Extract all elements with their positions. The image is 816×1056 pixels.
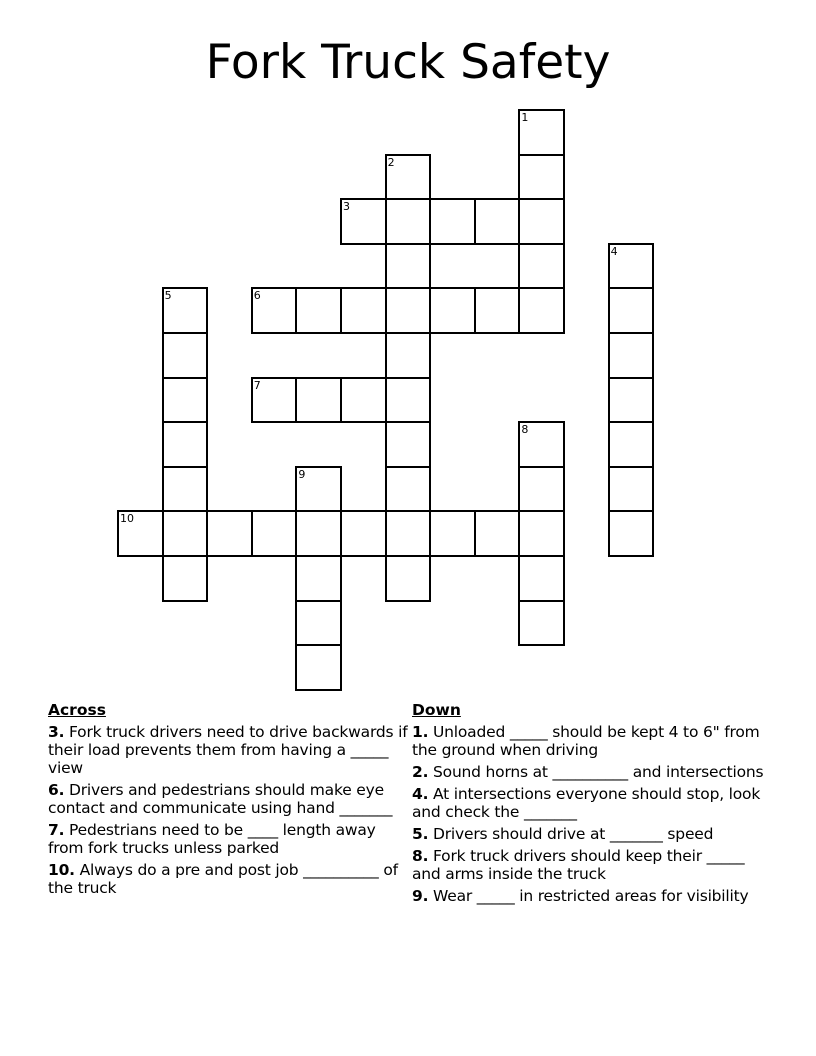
puzzle-title: Fork Truck Safety [205, 35, 611, 90]
grid-cell[interactable] [117, 510, 164, 557]
grid-cell[interactable] [518, 243, 565, 290]
clue-across-10 [48, 861, 408, 897]
clue-text: Drivers and pedestrians should make eye contact and communicate using hand _______ [48, 781, 393, 817]
grid-cell[interactable] [385, 287, 432, 334]
grid-cell[interactable] [251, 287, 298, 334]
grid-cell[interactable] [295, 555, 342, 602]
cell-number: 4 [610, 244, 618, 258]
grid-cell[interactable] [608, 243, 655, 290]
grid-cell[interactable] [162, 421, 209, 468]
grid-cell[interactable] [385, 243, 432, 290]
grid-cell[interactable] [608, 287, 655, 334]
grid-cell[interactable] [608, 466, 655, 513]
clue-across-6 [48, 781, 408, 817]
grid-cell[interactable] [162, 466, 209, 513]
grid-cell[interactable] [340, 377, 387, 424]
grid-cell[interactable] [385, 332, 432, 379]
clue-down-4 [412, 785, 772, 821]
grid-cell[interactable] [518, 510, 565, 557]
clue-text: Fork truck drivers need to drive backwards if their load prevents them from having a _____ view [48, 723, 408, 777]
grid-cell[interactable] [608, 332, 655, 379]
grid-cell[interactable] [162, 555, 209, 602]
down-clues [412, 700, 772, 909]
grid-cell[interactable] [518, 109, 565, 156]
down-heading: Down [412, 701, 461, 719]
clue-text: At intersections everyone should stop, look and check the _______ [412, 785, 761, 821]
clue-down-8 [412, 847, 772, 883]
grid-cell[interactable] [251, 377, 298, 424]
grid-cell[interactable] [474, 510, 521, 557]
grid-cell[interactable] [385, 510, 432, 557]
grid-cell[interactable] [429, 198, 476, 245]
grid-cell[interactable] [385, 154, 432, 201]
grid-cell[interactable] [385, 555, 432, 602]
clue-text: Fork truck drivers should keep their _____ and arms inside the truck [412, 847, 745, 883]
grid-cell[interactable] [340, 510, 387, 557]
clue-down-9 [412, 887, 772, 905]
clue-number: 6. [48, 781, 65, 799]
clue-down-1 [412, 723, 772, 759]
grid-cell[interactable] [518, 198, 565, 245]
grid-cell[interactable] [295, 287, 342, 334]
cell-number: 3 [343, 200, 350, 214]
grid-cell[interactable] [162, 510, 209, 557]
grid-cell[interactable] [608, 377, 655, 424]
grid-cell[interactable] [295, 600, 342, 647]
grid-cell[interactable] [295, 466, 342, 513]
grid-cell[interactable] [518, 466, 565, 513]
cell-number: 5 [164, 289, 172, 303]
grid-cell[interactable] [518, 154, 565, 201]
clue-text: Sound horns at __________ and intersections [433, 763, 764, 781]
clue-number: 10. [48, 861, 75, 879]
clue-number: 3. [48, 723, 65, 741]
clue-number: 4. [412, 785, 429, 803]
clue-down-5 [412, 825, 772, 843]
grid-cell[interactable] [385, 198, 432, 245]
cell-number: 10 [120, 512, 134, 526]
clue-across-3 [48, 723, 408, 777]
cell-number: 8 [521, 423, 529, 437]
grid-cell[interactable] [429, 287, 476, 334]
grid-cell[interactable] [162, 332, 209, 379]
clue-across-7 [48, 821, 408, 857]
clue-text: Unloaded _____ should be kept 4 to 6" from the ground when driving [412, 723, 760, 759]
cell-number: 7 [253, 378, 261, 392]
clue-text: Wear _____ in restricted areas for visibility [433, 887, 749, 905]
grid-cell[interactable] [385, 377, 432, 424]
clue-number: 9. [412, 887, 429, 905]
across-heading: Across [48, 701, 106, 719]
clue-number: 2. [412, 763, 429, 781]
grid-cell[interactable] [474, 198, 521, 245]
grid-cell[interactable] [518, 555, 565, 602]
grid-cell[interactable] [518, 421, 565, 468]
grid-cell[interactable] [385, 421, 432, 468]
grid-cell[interactable] [340, 287, 387, 334]
grid-cell[interactable] [295, 644, 342, 691]
clue-text: Pedestrians need to be ____ length away from fork trucks unless parked [48, 821, 376, 857]
clue-number: 8. [412, 847, 429, 865]
grid-cell[interactable] [295, 510, 342, 557]
clue-down-2 [412, 763, 772, 781]
clue-text: Always do a pre and post job __________ of the truck [48, 861, 398, 897]
grid-cell[interactable] [162, 287, 209, 334]
grid-cell[interactable] [295, 377, 342, 424]
grid-cell[interactable] [385, 466, 432, 513]
cell-number: 6 [253, 289, 261, 303]
grid-cell[interactable] [206, 510, 253, 557]
clue-text: Drivers should drive at _______ speed [433, 825, 714, 843]
grid-cell[interactable] [340, 198, 387, 245]
across-clues [48, 700, 408, 901]
grid-cell[interactable] [608, 510, 655, 557]
clue-number: 5. [412, 825, 429, 843]
grid-cell[interactable] [518, 287, 565, 334]
grid-cell[interactable] [608, 421, 655, 468]
grid-cell[interactable] [518, 600, 565, 647]
grid-cell[interactable] [162, 377, 209, 424]
grid-cell[interactable] [429, 510, 476, 557]
clue-number: 1. [412, 723, 429, 741]
cell-number: 2 [387, 155, 395, 169]
cell-number: 9 [298, 467, 306, 481]
clue-number: 7. [48, 821, 65, 839]
grid-cell[interactable] [251, 510, 298, 557]
grid-cell[interactable] [474, 287, 521, 334]
cell-number: 1 [521, 111, 529, 124]
